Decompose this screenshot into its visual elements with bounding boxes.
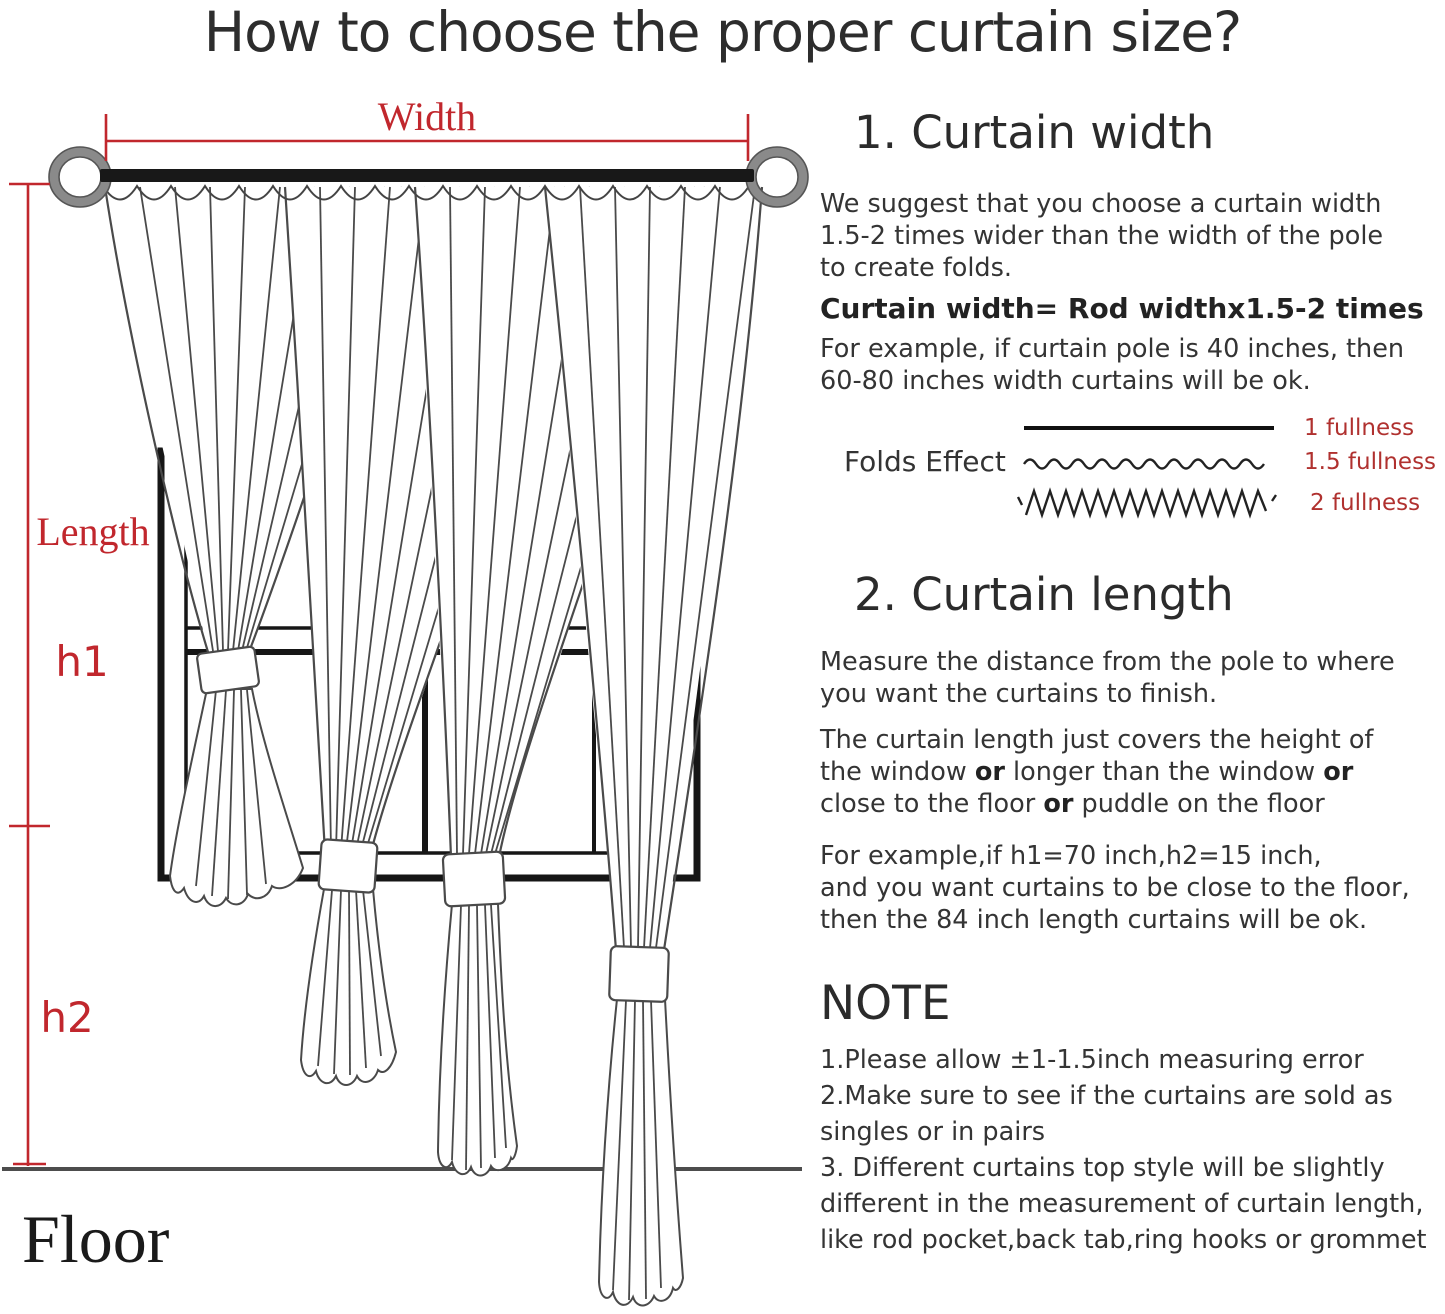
width-label: Width xyxy=(377,94,477,139)
width-example: For example, if curtain pole is 40 inches, then 60-80 inches width curtains will be ok. xyxy=(820,334,1405,396)
tieback-band-4 xyxy=(609,946,669,1002)
fold-row-3 xyxy=(1016,487,1420,519)
note-list: 1.Please allow ±1-1.5inch measuring error 2.Make sure to see if the curtains are sold as singles or in pairs 3. Different curtains top style will be slightly different in the measurement of curtain length, like rod pocket,back tab,ring hooks or grommet xyxy=(820,1042,1427,1258)
length-example: For example,if h1=70 inch,h2=15 inch, and you want curtains to be close to the floor, then the 84 inch length curtains will be ok. xyxy=(820,841,1410,935)
tieback-band-2 xyxy=(318,839,377,893)
zigzag-line-icon xyxy=(1016,487,1284,519)
section-length-heading: 2. Curtain length xyxy=(854,568,1234,621)
folds-effect-block xyxy=(818,405,1445,555)
length-paragraph-2: The curtain length just covers the height of the window or longer than the window or close to the floor or puddle on the floor xyxy=(820,725,1374,819)
straight-line-icon xyxy=(1022,421,1278,435)
note-item-2: 2.Make sure to see if the curtains are sold as xyxy=(820,1081,1393,1111)
tieback-band-3 xyxy=(443,851,506,906)
width-formula: Curtain width= Rod widthx1.5-2 times xyxy=(820,292,1424,325)
note-item-3: 3. Different curtains top style will be slightly xyxy=(820,1153,1385,1183)
page-title: How to choose the proper curtain size? xyxy=(203,0,1242,64)
length-paragraph-1: Measure the distance from the pole to where you want the curtains to finish. xyxy=(820,647,1395,709)
note-item-1: 1.Please allow ±1-1.5inch measuring error xyxy=(820,1045,1364,1075)
instructions-column xyxy=(818,0,1445,1314)
tieback-band-1 xyxy=(196,646,259,694)
fold-caption-3: 2 fullness xyxy=(1310,490,1421,516)
rod-ring-left xyxy=(54,152,106,202)
folds-effect-label: Folds Effect xyxy=(844,445,1006,478)
width-paragraph-1: We suggest that you choose a curtain width 1.5-2 times wider than the width of the pole to create folds. xyxy=(820,189,1384,283)
fold-caption-2: 1.5 fullness xyxy=(1304,449,1437,475)
h1-label: h1 xyxy=(55,637,109,686)
rod-bar xyxy=(100,169,754,182)
fold-row-2 xyxy=(1022,449,1436,475)
section-width-heading: 1. Curtain width xyxy=(854,106,1215,159)
rod-ring-right xyxy=(751,152,803,202)
note-heading: NOTE xyxy=(820,976,951,1031)
fold-row-1 xyxy=(1022,415,1414,441)
small-wave-icon xyxy=(1022,452,1278,472)
floor-label: Floor xyxy=(22,1201,170,1277)
h2-label: h2 xyxy=(40,993,94,1042)
curtain-skirt-4 xyxy=(599,999,683,1306)
length-label: Length xyxy=(36,509,150,554)
fold-caption-1: 1 fullness xyxy=(1304,415,1415,441)
